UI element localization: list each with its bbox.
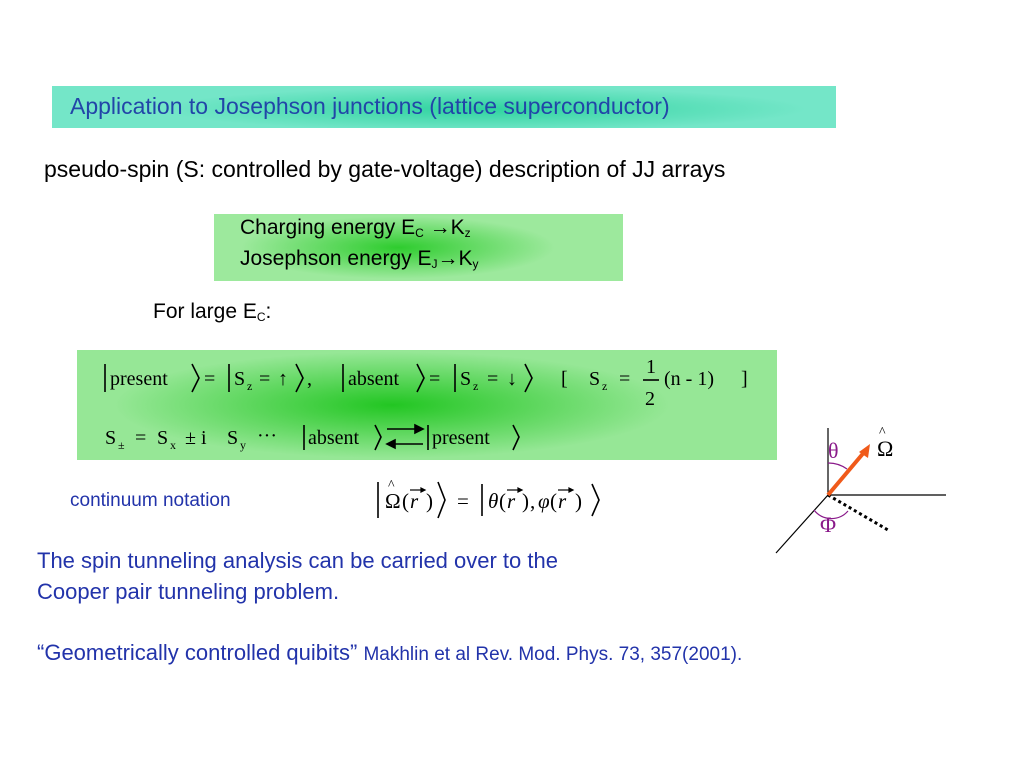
large-ec-label (153, 300, 271, 324)
paragraph-line-2: Cooper pair tunneling problem. (37, 579, 340, 604)
s-pm-sub: ± (118, 438, 125, 452)
sz-sub-3: z (602, 379, 608, 393)
projection-line (828, 495, 888, 530)
pm-i: ± i (185, 427, 207, 449)
sz-sub-1: z (247, 379, 253, 393)
paragraph-line-1: The spin tunneling analysis can be carried over to the (37, 548, 558, 573)
theta-symbol: θ (488, 489, 499, 513)
charging-k-sub: z (464, 226, 471, 240)
spin-angle-diagram (770, 420, 955, 560)
omega-label: Ω (877, 436, 894, 461)
state-equations (77, 350, 777, 460)
reference-quote: “Geometrically controlled quibits” (37, 640, 358, 665)
paren-close-1: ) (426, 489, 433, 513)
s-pm-symbol: S (105, 427, 117, 449)
r-vector-1: r (410, 489, 419, 513)
ellipsis: ··· (257, 425, 277, 447)
ket-present-2: present (432, 427, 490, 449)
large-ec-sub: C (256, 310, 266, 324)
ket-present: present (110, 368, 168, 390)
charging-energy-arrow: →K (429, 216, 465, 239)
josephson-energy-line (240, 247, 478, 271)
fraction-denominator: 2 (645, 388, 655, 410)
omega-label-hat: ^ (879, 425, 886, 440)
reference-citation: Makhlin et al Rev. Mod. Phys. 73, 357(2001). (363, 644, 743, 665)
sz-symbol-3: S (589, 368, 601, 390)
slide-title: Application to Josephson junctions (lattice superconductor) (70, 93, 670, 119)
theta-label: θ (828, 438, 839, 463)
phi-symbol: φ (538, 489, 550, 513)
continuum-notation-label: continuum notation (70, 490, 231, 511)
paren-close-3: ) (575, 489, 582, 513)
paren-open-2: ( (499, 489, 506, 513)
continuum-equation (372, 478, 612, 524)
spin-down: ↓ (507, 368, 517, 390)
ket-absent: absent (348, 368, 400, 390)
omega-hat: ^ (388, 478, 395, 493)
eq-sign-4: = (487, 368, 499, 390)
eq-sign-6: = (135, 427, 147, 449)
ket-absent-2: absent (308, 427, 360, 449)
josephson-energy-sub: J (431, 257, 438, 271)
josephson-k-sub: y (472, 257, 479, 271)
paren-open-3: ( (550, 489, 557, 513)
omega-symbol: Ω (385, 489, 401, 513)
eq-sign-cont: = (457, 489, 469, 513)
paren-open-1: ( (402, 489, 409, 513)
r-vector-3: r (558, 489, 567, 513)
charging-energy-line (240, 216, 471, 240)
charging-energy-label: Charging energy E (240, 216, 416, 239)
sz-symbol-1: S (234, 368, 246, 390)
charging-energy-sub: C (415, 226, 424, 240)
slide-subtitle: pseudo-spin (S: controlled by gate-voltage) description of JJ arrays (44, 156, 726, 182)
fraction-numerator: 1 (646, 356, 656, 378)
bracket-open: [ (561, 368, 568, 390)
comma-1: , (307, 368, 312, 390)
josephson-energy-arrow: →K (437, 247, 473, 270)
reference-line (37, 640, 742, 666)
theta-arc (828, 463, 847, 469)
eq-sign-3: = (429, 368, 441, 390)
paren-close-2: ) (522, 489, 529, 513)
s-x-sub: x (170, 438, 176, 452)
large-ec-suffix: : (265, 300, 272, 323)
bracket-close: ] (741, 368, 748, 390)
eq-sign-2: = (259, 368, 271, 390)
eq-sign-1: = (204, 368, 216, 390)
r-vector-2: r (507, 489, 516, 513)
n-minus-one: (n - 1) (664, 368, 714, 390)
s-y-symbol: S (227, 427, 239, 449)
eq-sign-5: = (619, 368, 631, 390)
phi-label: Φ (820, 512, 837, 537)
sz-sub-2: z (473, 379, 479, 393)
spin-up: ↑ (278, 368, 288, 390)
large-ec-prefix: For large E (153, 300, 257, 323)
s-x-symbol: S (157, 427, 169, 449)
comma-2: , (530, 489, 536, 513)
josephson-energy-label: Josephson energy E (240, 247, 432, 270)
sz-symbol-2: S (460, 368, 472, 390)
s-y-sub: y (240, 438, 246, 452)
